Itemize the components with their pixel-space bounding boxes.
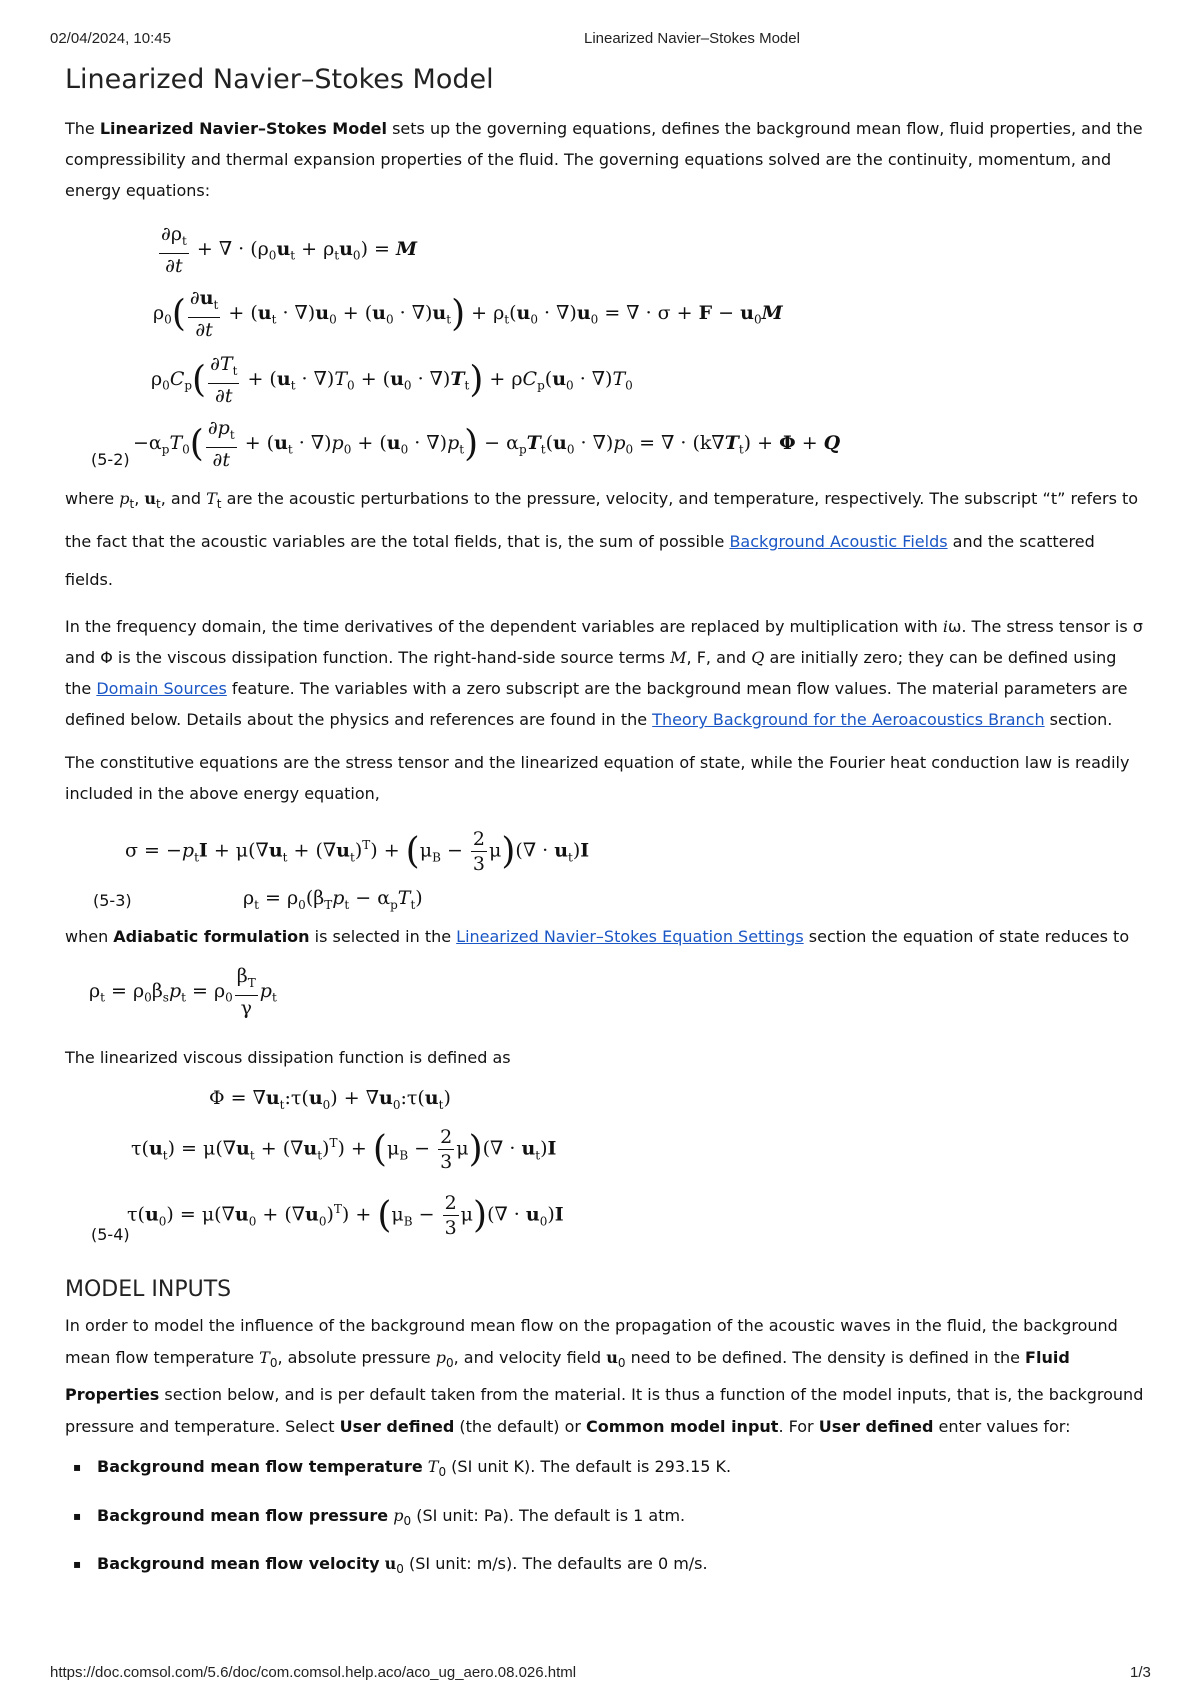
page-number: 1/3 xyxy=(1130,1664,1151,1681)
equation-number-5-4: (5-4) xyxy=(91,1225,130,1245)
dissipation-paragraph: The linearized viscous dissipation function is defined as xyxy=(65,1048,511,1068)
energy-equation-line2: $-\alpha_pT_0$( $\frac{\partial p_t}{\partial t}$ + $(u_t \cdot \nabla)p_0 + (u_0 \cdot \nabla)p_t) - \alpha_pT_t(u_0 \cdot \nabla)p_0$ = ∇ · $(k\nabla T_t) + \Phi + Q$ xyxy=(133,417,841,471)
document-body xyxy=(65,64,1145,1600)
print-url: https://doc.comsol.com/5.6/doc/com.comsol.help.aco/aco_ug_aero.08.026.html xyxy=(50,1664,577,1681)
dissipation-equations xyxy=(65,1085,1145,1267)
link-background-acoustic-fields[interactable]: Background Acoustic Fields xyxy=(729,532,948,552)
adiabatic-paragraph: when Adiabatic formulation is selected in the Linearized Navier–Stokes Equation Settings section the equation of state reduces to xyxy=(65,927,1130,947)
model-inputs-list xyxy=(65,1455,1145,1581)
link-domain-sources[interactable]: Domain Sources xyxy=(96,679,227,699)
tau-u0-equation: $\tau(u_0) = \mu(\nabla u_0 + (\nabla u_0)^T) + (\mu_B$ − $\frac{2}{3}$ $\mu)(\nabla \cdot u_0)I$ xyxy=(127,1192,564,1240)
adiabatic-state-equation xyxy=(65,964,1145,1042)
perturbation-paragraph: where $p_t$, $u_t$, and $T_t$ are the acoustic perturbations to the pressure, velocity, and temperature, respectively. The subscript “t” refers to the fact that the acoustic variables are the total fields, that is, the sum of possible Background Acoustic Fields and the scattered fields. xyxy=(65,489,1139,590)
energy-equation-line1: $\rho_0C_p$( $\frac{\partial T_t}{\partial t}$ + $(u_t \cdot \nabla)T_0 + (u_0 \cdot \nabla)T_t) + \rho C_p(u_0 \cdot \nabla)T_0$ xyxy=(151,353,633,407)
print-datetime: 02/04/2024, 10:45 xyxy=(50,30,171,47)
link-theory-background[interactable]: Theory Background for the Aeroacoustics Branch xyxy=(652,710,1045,730)
stress-tensor-equation: $\sigma = -p_tI + \mu(\nabla u_t + (\nabla u_t)^T) + (\mu_B$ − $\frac{2}{3}$ $\mu)(\nabla \cdot u_t)I$ xyxy=(125,828,590,876)
equation-number-5-3: (5-3) xyxy=(93,891,132,911)
model-inputs-heading: MODEL INPUTS xyxy=(65,1277,232,1303)
frequency-domain-paragraph: In the frequency domain, the time derivatives of the dependent variables are replaced by multiplication with iω. The stress tensor is σ and Φ is the viscous dissipation function. The right-hand-side source terms M, F, and Q are initially zero; they can be defined using the Domain Sources feature. The variables with a zero subscript are the background mean flow values. The material parameters are defined below. Details about the physics and references are found in the Theory Background for the Aeroacoustics Branch section. xyxy=(65,617,1143,730)
list-item: ▪ Background mean flow temperature $T_0$ (SI unit K). The default is 293.15 K. xyxy=(65,1455,1145,1484)
link-lns-equation-settings[interactable]: Linearized Navier–Stokes Equation Settings xyxy=(456,927,804,947)
tau-ut-equation: $\tau(u_t) = \mu(\nabla u_t + (\nabla u_t)^T) + (\mu_B$ − $\frac{2}{3}$ $\mu)(\nabla \cdot u_t)I$ xyxy=(131,1126,557,1174)
equation-number-5-2: (5-2) xyxy=(91,450,130,469)
adiabatic-density-equation: $\rho_t = \rho_0\beta_sp_t = \rho_0$ $\frac{\beta_T}{\gamma}$ $p_t$ xyxy=(89,965,277,1019)
print-doc-title: Linearized Navier–Stokes Model xyxy=(584,30,800,47)
momentum-equation: $\rho_0$( $\frac{\partial u_t}{\partial t}$ + $(u_t \cdot \nabla)u_0 + (u_0 \cdot \nabla)u_t) + \rho_t(u_0 \cdot \nabla)u_0$ = ∇ · $\sigma + F - u_0M$ xyxy=(153,287,783,341)
continuity-equation: $\frac{\partial\rho_t}{\partial t}$ + ∇ · $(\rho_0u_t + \rho_tu_0) = M$ xyxy=(161,223,418,277)
governing-equations xyxy=(65,218,1145,480)
dissipation-function-equation: $\Phi = \nabla u_t:\tau(u_0)$ + $\nabla u_0:\tau(u_t)$ xyxy=(209,1087,451,1112)
model-inputs-paragraph: In order to model the influence of the background mean flow on the propagation of the acoustic waves in the fluid, the background mean flow temperature $T_0$, absolute pressure $p_0$, and velocity field $u_0$ need to be defined. The density is defined in the Fluid Properties section below, and is per default taken from the material. It is thus a function of the model inputs, that is, the background pressure and temperature. Select User defined (the default) or Common model input. For User defined enter values for: xyxy=(65,1316,1144,1437)
state-equation: $\rho_t = \rho_0(\beta_Tp_t - \alpha_pT_t)$ xyxy=(243,887,423,912)
intro-paragraph: The Linearized Navier–Stokes Model sets up the governing equations, defines the background mean flow, fluid properties, and the compressibility and thermal expansion properties of the fluid. The governing equations solved are the continuity, momentum, and energy equations: xyxy=(65,119,1143,200)
list-item: ▪ Background mean flow velocity $u_0$ (SI unit: m/s). The defaults are 0 m/s. xyxy=(65,1552,1145,1581)
list-item: ▪ Background mean flow pressure $p_0$ (SI unit: Pa). The default is 1 atm. xyxy=(65,1504,1145,1533)
page-title: Linearized Navier–Stokes Model xyxy=(65,64,494,95)
constitutive-equations xyxy=(65,821,1145,921)
constitutive-paragraph: The constitutive equations are the stress tensor and the linearized equation of state, while the Fourier heat conduction law is readily included in the above energy equation, xyxy=(65,753,1130,804)
